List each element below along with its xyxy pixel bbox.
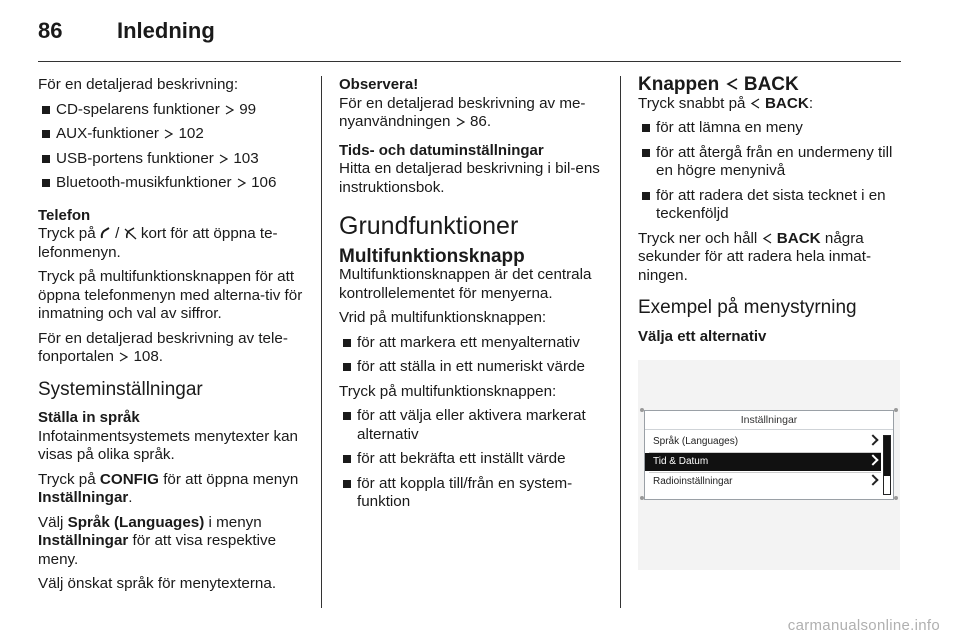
list-item: för att lämna en meny bbox=[638, 119, 906, 138]
sprak-paragraph-1: Infotainmentsystemets menytexter kan visas på olika språk. bbox=[38, 427, 298, 463]
note-heading: Observera! bbox=[339, 76, 419, 93]
scrollbar[interactable] bbox=[883, 435, 891, 495]
chevron-right-icon bbox=[867, 474, 878, 485]
list-item: för att välja eller aktivera markerat alternativ bbox=[339, 407, 607, 444]
sprak-paragraph-4: Välj önskat språk för menytexterna. bbox=[38, 575, 277, 592]
telefon-heading: Telefon bbox=[38, 206, 91, 224]
page-ref-icon bbox=[237, 178, 246, 188]
phone-icon bbox=[100, 227, 111, 240]
intro-text: För en detaljerad beskrivning: bbox=[38, 76, 239, 93]
chevron-right-icon bbox=[867, 434, 878, 445]
telefon-paragraph-2: Tryck på multifunktionsknappen för att öppna telefonmenyn med alterna-tiv för inmatning och val av siffror. bbox=[38, 268, 303, 322]
list-item: Bluetooth-musikfunktioner 106 bbox=[38, 174, 306, 193]
list-item: för att koppla till/från en system-funktion bbox=[339, 475, 607, 512]
list-item: för att ställa in ett numeriskt värde bbox=[339, 358, 607, 377]
back-intro: Tryck snabbt på BACK: bbox=[638, 94, 814, 112]
back-arrow-icon bbox=[750, 98, 761, 109]
exempel-heading: Exempel på menystyrning bbox=[638, 297, 857, 318]
column-divider-1 bbox=[321, 76, 322, 608]
function-list bbox=[38, 101, 306, 193]
list-item: CD-spelarens funktioner 99 bbox=[38, 101, 306, 120]
sprak-heading: Ställa in språk bbox=[38, 409, 140, 426]
list-item: AUX-funktioner 102 bbox=[38, 125, 306, 144]
page-ref-icon bbox=[219, 154, 228, 164]
list-item: för att markera ett menyalternativ bbox=[339, 334, 607, 353]
back-heading: Knappen BACK bbox=[638, 74, 799, 95]
vrid-list bbox=[339, 334, 607, 377]
tid-heading: Tids- och datuminställningar bbox=[339, 141, 544, 159]
list-item: för att radera det sista tecknet i en teckenföljd bbox=[638, 187, 906, 224]
hold-text: Tryck ner och håll BACK några sekunder för att radera hela inmat-ningen. bbox=[638, 229, 871, 284]
back-arrow-icon bbox=[762, 233, 773, 244]
header-rule bbox=[38, 61, 901, 62]
grund-heading: Grundfunktioner bbox=[339, 212, 519, 240]
column-1 bbox=[38, 76, 306, 600]
list-item: för att bekräfta ett inställt värde bbox=[339, 450, 607, 469]
tid-text: Hitta en detaljerad beskrivning i bil-ens instruktionsbok. bbox=[339, 160, 600, 196]
settings-menu bbox=[644, 410, 894, 500]
corner-dot bbox=[894, 496, 898, 500]
telefon-paragraph-1: Tryck på / kort för att öppna te-lefonmenyn. bbox=[38, 225, 278, 261]
telefon-paragraph-3: För en detaljerad beskrivning av tele-fonportalen 108. bbox=[38, 329, 288, 365]
page-ref-icon bbox=[164, 129, 173, 139]
watermark: carmanualsonline.info bbox=[787, 617, 940, 634]
column-3 bbox=[638, 76, 906, 346]
menu-item-time-date[interactable]: Tid & Datum bbox=[645, 453, 881, 471]
tryck-list bbox=[339, 407, 607, 512]
page-ref-icon bbox=[225, 105, 234, 115]
menu-item-radio[interactable]: Radioinställningar bbox=[645, 473, 881, 491]
back-arrow-icon bbox=[725, 77, 739, 91]
system-heading: Systeminställningar bbox=[38, 378, 203, 400]
page-title: Inledning bbox=[117, 18, 215, 43]
phone-off-icon bbox=[124, 227, 137, 240]
vrid-intro: Vrid på multifunktionsknappen: bbox=[339, 309, 547, 326]
menu-item-language[interactable]: Språk (Languages) bbox=[645, 433, 881, 451]
page-number: 86 bbox=[38, 18, 63, 43]
list-item: för att återgå från en undermeny till en högre menynivå bbox=[638, 144, 906, 181]
column-2 bbox=[339, 76, 607, 518]
page-ref-icon bbox=[119, 352, 128, 362]
menu-screen-illustration bbox=[638, 360, 900, 570]
list-item: USB-portens funktioner 103 bbox=[38, 150, 306, 169]
chevron-right-icon bbox=[867, 454, 878, 465]
corner-dot bbox=[894, 408, 898, 412]
column-divider-2 bbox=[620, 76, 621, 608]
scrollbar-thumb[interactable] bbox=[884, 436, 890, 476]
back-list bbox=[638, 119, 906, 224]
sprak-paragraph-3: Välj Språk (Languages) i menyn Inställningar för att visa respektive meny. bbox=[38, 513, 277, 568]
menu-title: Inställningar bbox=[645, 411, 893, 430]
sprak-paragraph-2: Tryck på CONFIG för att öppna menyn Inställningar. bbox=[38, 470, 299, 506]
multi-heading: Multifunktionsknapp bbox=[339, 245, 525, 267]
note-text: För en detaljerad beskrivning av me-nyanvändningen 86. bbox=[339, 94, 586, 130]
multi-text: Multifunktionsknappen är det centrala kontrollelementet för menyerna. bbox=[339, 266, 592, 302]
page-ref-icon bbox=[456, 117, 465, 127]
valja-heading: Välja ett alternativ bbox=[638, 327, 767, 345]
tryck-intro: Tryck på multifunktionsknappen: bbox=[339, 382, 557, 400]
